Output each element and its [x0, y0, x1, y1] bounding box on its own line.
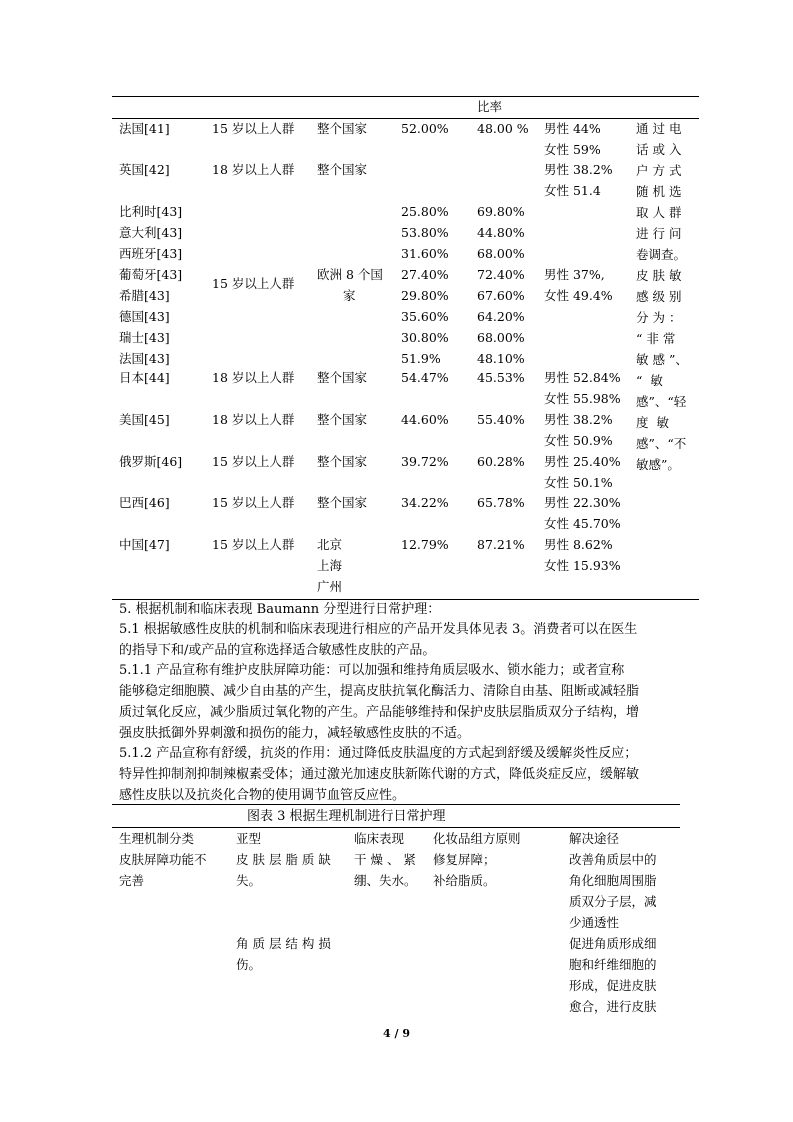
cell-scope: 家: [343, 288, 356, 303]
cell-solution: 胞和纤维细胞的: [569, 957, 657, 972]
cell-gender-rate: 男性 44%: [544, 121, 601, 136]
cell-gender-rate: 女性 59%: [544, 142, 601, 157]
cell-solution: 少通透性: [569, 915, 620, 930]
cell-scope: 整个国家: [317, 370, 368, 385]
cell-age-group: 15 岁以上人群: [212, 495, 295, 510]
cell-survey-method: 进 行 问: [636, 226, 682, 241]
cell-solution: 角化细胞周围脂: [569, 873, 657, 888]
cell-nonsensitive-rate: 60.28%: [477, 454, 525, 469]
cell-sensitive-rate: 31.60%: [401, 246, 449, 261]
cell-country: 美国[45]: [119, 412, 170, 427]
cell-country: 意大利[43]: [119, 225, 183, 240]
cell-solution: 愈合，进行皮肤: [569, 999, 657, 1014]
cell-solution: 促进角质形成细: [569, 936, 657, 951]
paragraph-line: 感性皮肤以及抗炎化合物的使用调节血管反应性。: [119, 788, 406, 803]
cell-subtype: 皮 肤 层 脂 质 缺: [236, 852, 331, 867]
paragraph-line: 的指导下和/或产品的宣称选择适合敏感性皮肤的产品。: [119, 643, 436, 658]
cell-country: 中国[47]: [119, 537, 170, 552]
cell-country: 德国[43]: [119, 309, 170, 324]
cell-nonsensitive-rate: 48.10%: [477, 351, 525, 366]
table3-header-cell: 解决途径: [569, 831, 620, 846]
cell-nonsensitive-rate: 69.80%: [477, 204, 525, 219]
table3-header-cell: 化妆品组方原则: [433, 831, 521, 846]
cell-scope: 整个国家: [317, 121, 368, 136]
cell-mechanism-category: 完善: [119, 873, 145, 888]
cell-sensitive-rate: 25.80%: [401, 204, 449, 219]
table3-caption: 图表 3 根据生理机制进行日常护理: [247, 809, 446, 824]
cell-sensitive-rate: 51.9%: [401, 351, 441, 366]
cell-survey-method: 通 过 电: [636, 121, 682, 136]
cell-survey-method: “ 敏: [636, 373, 663, 388]
cell-principle: 补给脂质。: [433, 873, 496, 888]
cell-gender-rate: 男性 8.62%: [544, 537, 613, 552]
cell-country: 葡萄牙[43]: [119, 267, 183, 282]
cell-scope: 欧洲 8 个国: [317, 267, 383, 282]
cell-scope: 整个国家: [317, 495, 368, 510]
cell-solution: 形成，促进皮肤: [569, 978, 657, 993]
cell-subtype: 失。: [236, 873, 262, 888]
cell-subtype: 伤。: [236, 957, 262, 972]
cell-nonsensitive-rate: 68.00%: [477, 330, 525, 345]
cell-country: 巴西[46]: [119, 495, 170, 510]
cell-country: 比利时[43]: [119, 204, 183, 219]
paragraph-line: 5.1 根据敏感性皮肤的机制和临床表现进行相应的产品开发具体见表 3。消费者可以在医生: [119, 622, 638, 637]
cell-survey-method: 随 机 选: [636, 184, 682, 199]
cell-survey-method: 话 或 入: [636, 142, 682, 157]
cell-gender-rate: 女性 49.4%: [544, 288, 613, 303]
cell-survey-method: 取 人 群: [636, 205, 682, 220]
section-5-heading: 5. 根据机制和临床表现 Baumann 分型进行日常护理：: [119, 602, 441, 617]
cell-gender-rate: 女性 55.98%: [544, 391, 621, 406]
cell-gender-rate: 男性 25.40%: [544, 454, 621, 469]
cell-scope: 北京: [317, 537, 343, 552]
cell-age-group: 18 岁以上人群: [212, 412, 295, 427]
cell-country: 法国[43]: [119, 351, 170, 366]
table1-top-rule: [112, 96, 699, 97]
cell-sensitive-rate: 53.80%: [401, 225, 449, 240]
cell-sensitive-rate: 29.80%: [401, 288, 449, 303]
cell-principle: 修复屏障；: [433, 852, 496, 867]
cell-country: 英国[42]: [119, 162, 170, 177]
table1-header-ratio: 比率: [477, 99, 503, 114]
cell-nonsensitive-rate: 45.53%: [477, 370, 525, 385]
cell-country: 日本[44]: [119, 370, 170, 385]
cell-gender-rate: 女性 15.93%: [544, 558, 621, 573]
cell-scope: 整个国家: [317, 412, 368, 427]
cell-nonsensitive-rate: 87.21%: [477, 537, 525, 552]
cell-gender-rate: 男性 37%,: [544, 267, 605, 282]
cell-gender-rate: 男性 22.30%: [544, 495, 621, 510]
cell-subtype: 角 质 层 结 构 损: [236, 936, 331, 951]
cell-sensitive-rate: 30.80%: [401, 330, 449, 345]
cell-gender-rate: 女性 51.4: [544, 183, 601, 198]
cell-gender-rate: 女性 45.70%: [544, 516, 621, 531]
cell-age-group: 18 岁以上人群: [212, 162, 295, 177]
cell-age-group: 18 岁以上人群: [212, 370, 295, 385]
cell-sensitive-rate: 27.40%: [401, 267, 449, 282]
cell-survey-method: 感 级 别: [636, 289, 682, 304]
cell-sensitive-rate: 44.60%: [401, 412, 449, 427]
cell-survey-method: 户 方 式: [636, 163, 682, 178]
paragraph-line: 质过氧化反应，减少脂质过氧化物的产生。产品能够维持和保护皮肤层脂质双分子结构，增: [119, 705, 640, 720]
paragraph-line: 能够稳定细胞膜、减少自由基的产生，提高皮肤抗氧化酶活力、清除自由基、阻断或减轻脂: [119, 684, 640, 699]
cell-gender-rate: 男性 38.2%: [544, 412, 613, 427]
cell-age-group: 15 岁以上人群: [212, 121, 295, 136]
cell-country: 西班牙[43]: [119, 246, 183, 261]
cell-survey-method: 敏 感 ”、: [636, 352, 688, 367]
cell-country: 俄罗斯[46]: [119, 454, 183, 469]
cell-gender-rate: 男性 38.2%: [544, 162, 613, 177]
cell-sensitive-rate: 35.60%: [401, 309, 449, 324]
cell-scope: 广州: [317, 579, 343, 594]
cell-country: 法国[41]: [119, 121, 170, 136]
cell-survey-method: 度 敏: [636, 415, 669, 430]
cell-mechanism-category: 皮肤屏障功能不: [119, 852, 207, 867]
cell-nonsensitive-rate: 65.78%: [477, 495, 525, 510]
paragraph-line: 5.1.1 产品宣称有维护皮肤屏障功能：可以加强和维持角质层吸水、锁水能力；或者宣称: [119, 663, 625, 678]
cell-survey-method: 卷调查。: [636, 247, 687, 262]
paragraph-line: 5.1.2 产品宣称有舒缓，抗炎的作用：通过降低皮肤温度的方式起到舒缓及缓解炎性反应；: [119, 746, 638, 761]
table3-header-cell: 亚型: [236, 831, 262, 846]
cell-survey-method: 分 为 ：: [636, 310, 682, 325]
cell-nonsensitive-rate: 68.00%: [477, 246, 525, 261]
cell-nonsensitive-rate: 55.40%: [477, 412, 525, 427]
table3-header-cell: 临床表现: [354, 831, 405, 846]
cell-gender-rate: 男性 52.84%: [544, 370, 621, 385]
cell-sensitive-rate: 12.79%: [401, 537, 449, 552]
cell-country: 瑞士[43]: [119, 330, 170, 345]
cell-survey-method: 敏感”。: [636, 457, 680, 472]
cell-clinical: 干 燥 、 紧: [354, 852, 416, 867]
cell-nonsensitive-rate: 67.60%: [477, 288, 525, 303]
cell-solution: 质双分子层，减: [569, 894, 657, 909]
page-number: 4 / 9: [383, 1027, 410, 1040]
table3-header-cell: 生理机制分类: [119, 831, 195, 846]
cell-sensitive-rate: 39.72%: [401, 454, 449, 469]
cell-clinical: 绷、失水。: [354, 873, 417, 888]
cell-scope: 整个国家: [317, 454, 368, 469]
cell-gender-rate: 女性 50.9%: [544, 433, 613, 448]
cell-sensitive-rate: 52.00%: [401, 121, 449, 136]
cell-scope: 整个国家: [317, 162, 368, 177]
table3-top-rule: [112, 804, 680, 805]
cell-scope: 上海: [317, 558, 343, 573]
cell-age-group: 15 岁以上人群: [212, 454, 295, 469]
cell-survey-method: 感”、“轻: [636, 394, 687, 409]
cell-sensitive-rate: 54.47%: [401, 370, 449, 385]
cell-nonsensitive-rate: 44.80%: [477, 225, 525, 240]
cell-nonsensitive-rate: 72.40%: [477, 267, 525, 282]
cell-age-group: 15 岁以上人群: [212, 537, 295, 552]
paragraph-line: 强皮肤抵御外界刺激和损伤的能力，减轻敏感性皮肤的不适。: [119, 726, 471, 741]
cell-survey-method: 感”、“不: [636, 436, 687, 451]
cell-survey-method: 皮 肤 敏: [636, 268, 682, 283]
cell-nonsensitive-rate: 48.00 %: [477, 121, 529, 136]
cell-survey-method: “ 非 常: [636, 331, 676, 346]
cell-gender-rate: 女性 50.1%: [544, 475, 613, 490]
cell-sensitive-rate: 34.22%: [401, 495, 449, 510]
cell-solution: 改善角质层中的: [569, 852, 657, 867]
cell-age-group: 15 岁以上人群: [212, 276, 295, 291]
paragraph-line: 特异性抑制剂抑制辣椒素受体；通过激光加速皮肤新陈代谢的方式，降低炎症反应，缓解敏: [119, 767, 640, 782]
cell-nonsensitive-rate: 64.20%: [477, 309, 525, 324]
cell-country: 希腊[43]: [119, 288, 170, 303]
